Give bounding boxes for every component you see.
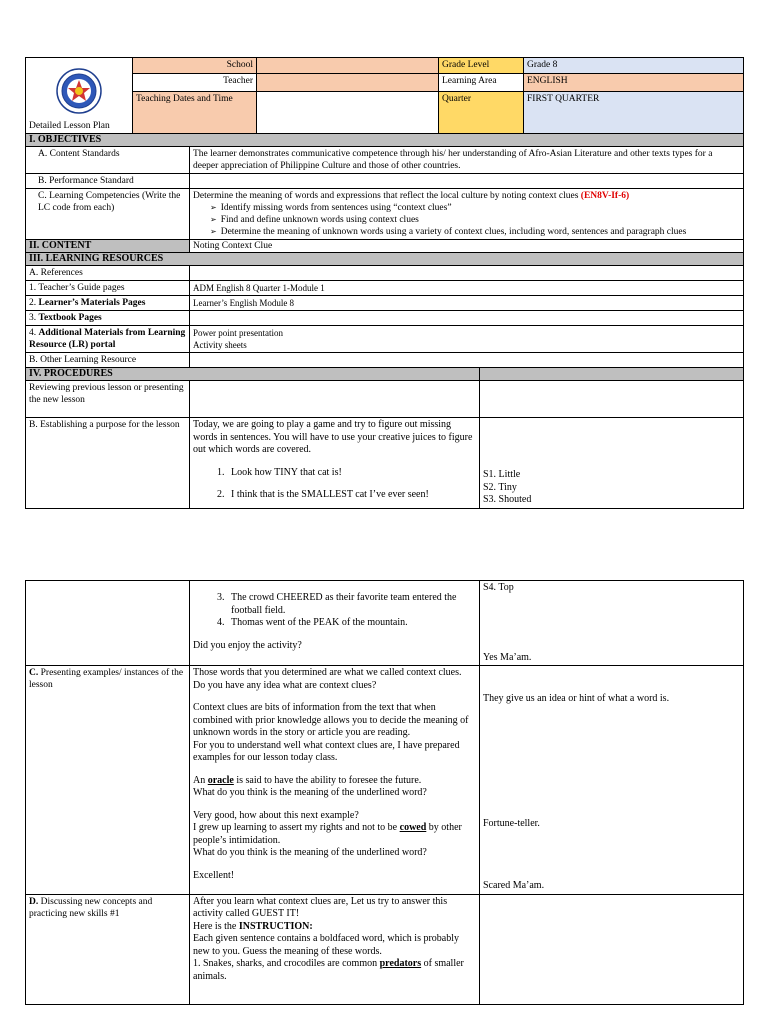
item-label: Discussing new concepts and practicing new skills #1 — [29, 896, 153, 919]
content-heading: II. CONTENT — [26, 240, 190, 253]
learning-area-value: ENGLISH — [524, 74, 744, 92]
question-1 — [193, 958, 476, 983]
item-number: 2. — [29, 298, 39, 308]
list-item: ➢ Identify missing words from sentences using “context clues” — [223, 202, 740, 214]
content-standards-text: The learner demonstrates communicative competence through his/ her understanding of Afro-Asian Literature and other texts types for a deeper appreciation of Philippine Culture and those of other countries. — [190, 147, 744, 174]
competency-bullets — [193, 202, 740, 238]
procedures-heading: IV. PROCEDURES — [26, 368, 480, 381]
purpose-intro: Today, we are going to play a game and try to figure out missing words in sentences. You will have to use your creative juices to figure out which words are covered. — [193, 419, 473, 455]
learning-competencies-label: C. Learning Competencies (Write the LC code from each) — [26, 189, 190, 240]
learners-materials-label — [26, 296, 190, 311]
answer: Fortune-teller. — [483, 817, 540, 829]
presenting-examples-label — [26, 666, 190, 895]
competency-text: Determine the meaning of words and expressions that reflect the local culture by noting context clues — [193, 191, 579, 201]
reviewing-lesson-label: Reviewing previous lesson or presenting the new lesson — [26, 381, 190, 418]
continued-teacher-cell — [190, 581, 480, 666]
competency-code: (EN8V-If-6) — [580, 191, 630, 201]
item-label: Learner’s Materials Pages — [38, 298, 146, 308]
additional-materials-value — [190, 326, 744, 353]
answer: S4. Top — [483, 582, 514, 593]
textbook-pages-label — [26, 311, 190, 326]
teacher-label: Teacher — [133, 74, 257, 92]
teaching-dates-field[interactable] — [257, 92, 439, 134]
item-number: 3. — [29, 313, 39, 323]
item-label: Presenting examples/ instances of the lesson — [29, 668, 184, 690]
text: of smaller animals. — [193, 958, 464, 982]
discussing-student-cell — [480, 894, 744, 1005]
item-label: Additional Materials from Learning Resource (LR) portal — [29, 328, 186, 350]
reviewing-lesson-student — [480, 381, 744, 418]
lesson-plan-page-1 — [25, 57, 743, 509]
list-item: 2. I think that is the SMALLEST cat I’ve ever seen! — [227, 489, 476, 502]
references-field — [190, 266, 744, 281]
procedures-table-continued — [25, 580, 744, 1005]
logo-cell — [26, 58, 133, 134]
continued-student-cell — [480, 581, 744, 666]
textbook-pages-field[interactable] — [190, 311, 744, 326]
text: I grew up learning to assert my rights and not to be — [193, 822, 400, 833]
purpose-items-2 — [193, 489, 476, 502]
purpose-items — [193, 467, 476, 480]
question: What do you think is the meaning of the underlined word? — [193, 847, 427, 858]
objectives-table — [25, 133, 744, 509]
underlined-word: cowed — [399, 822, 427, 833]
text: 1. Snakes, sharks, and crocodiles are common — [193, 958, 380, 969]
presenting-teacher-cell — [190, 666, 480, 895]
paragraph: Very good, how about this next example? — [193, 809, 359, 821]
answer: Yes Ma’am. — [483, 651, 532, 663]
lesson-plan-page-2 — [25, 580, 743, 1005]
paragraph: Each given sentence contains a boldfaced word, which is probably new to you. Guess the meaning of these words. — [193, 933, 460, 957]
learners-materials-value: Learner’s English Module 8 — [190, 296, 744, 311]
instruction-line — [193, 921, 476, 934]
content-value: Noting Context Clue — [190, 240, 744, 253]
answer: Scared Ma’am. — [483, 880, 545, 891]
example-2 — [193, 822, 476, 847]
school-field[interactable] — [257, 58, 439, 74]
list-item: Activity sheets — [193, 340, 247, 350]
purpose-student-cell — [480, 418, 744, 509]
underlined-word: oracle — [207, 774, 234, 786]
paragraph: Context clues are bits of information from the text that when combined with prior knowledge allows you to decide the meaning of unknown words in the story or article you are reading. — [193, 702, 469, 738]
content-standards-label: A. Content Standards — [26, 147, 190, 174]
list-item: Power point presentation — [193, 328, 283, 338]
quarter-label: Quarter — [439, 92, 524, 134]
list-item: ➢ Find and define unknown words using context clues — [223, 214, 740, 226]
additional-materials-label — [26, 326, 190, 353]
school-label: School — [133, 58, 257, 74]
purpose-label: B. Establishing a purpose for the lesson — [26, 418, 190, 509]
item-number: 4. — [29, 328, 39, 338]
learning-resources-heading: III. LEARNING RESOURCES — [26, 253, 744, 266]
learning-area-label: Learning Area — [439, 74, 524, 92]
item-letter: C. — [29, 668, 39, 678]
teaching-dates-label: Teaching Dates and Time — [133, 92, 257, 134]
reviewing-lesson-teacher — [190, 381, 480, 418]
quarter-value: FIRST QUARTER — [524, 92, 744, 134]
lesson-plan-table — [25, 57, 744, 134]
text: by other people’s intimidation. — [193, 822, 462, 846]
grade-level-label: Grade Level — [439, 58, 524, 74]
instruction-heading: INSTRUCTION: — [238, 920, 313, 932]
list-item: 4. Thomas went of the PEAK of the mountain. — [227, 617, 476, 630]
teachers-guide-label: 1. Teacher’s Guide pages — [26, 281, 190, 296]
paragraph: For you to understand well what context clues are, I have prepared examples for our lesson today class. — [193, 739, 460, 763]
deped-seal-icon — [56, 68, 102, 114]
paragraph: Do you have any idea what are context clues? — [193, 679, 377, 691]
references-label: A. References — [26, 266, 190, 281]
teachers-guide-value: ADM English 8 Quarter 1-Module 1 — [190, 281, 744, 296]
text: An — [193, 774, 208, 786]
discussing-teacher-cell — [190, 894, 480, 1005]
document-title: Detailed Lesson Plan — [29, 121, 110, 131]
list-item: 1. Look how TINY that cat is! — [227, 467, 476, 480]
procedures-heading-right — [480, 368, 744, 381]
list-item: 3. The crowd CHEERED as their favorite team entered the football field. — [227, 592, 476, 617]
list-item: ➢ Determine the meaning of unknown words using a variety of context clues, including word, sentences and paragraph clues — [223, 226, 740, 238]
purpose-teacher-cell — [190, 418, 480, 509]
answer: They give us an idea or hint of what a word is. — [483, 693, 670, 704]
text: Here is the — [193, 920, 239, 932]
paragraph: Those words that you determined are what we called context clues. — [193, 667, 462, 678]
question: What do you think is the meaning of the underlined word? — [193, 787, 427, 798]
enjoy-question: Did you enjoy the activity? — [193, 639, 302, 651]
other-resource-label: B. Other Learning Resource — [26, 353, 190, 368]
discussing-concepts-label — [26, 894, 190, 1005]
item-label: Textbook Pages — [38, 313, 102, 323]
answer: S2. Tiny — [483, 481, 517, 493]
answer: S1. Little — [483, 469, 521, 480]
paragraph: Excellent! — [193, 869, 235, 881]
item-letter: D. — [29, 896, 39, 907]
presenting-student-cell — [480, 666, 744, 895]
example-1 — [193, 775, 476, 788]
answer: S3. Shouted — [483, 494, 532, 505]
performance-standard-label: B. Performance Standard — [26, 174, 190, 189]
continued-items — [193, 592, 476, 630]
other-resource-field[interactable] — [190, 353, 744, 368]
performance-standard-field[interactable] — [190, 174, 744, 189]
paragraph: After you learn what context clues are, Let us try to answer this activity called GUEST IT! — [193, 895, 448, 919]
underlined-word: predators — [379, 958, 422, 969]
objectives-heading: I. OBJECTIVES — [26, 134, 744, 147]
continued-label — [26, 581, 190, 666]
text: is said to have the ability to foresee the future. — [233, 774, 422, 786]
teacher-field[interactable] — [257, 74, 439, 92]
learning-competencies-cell — [190, 189, 744, 240]
grade-level-value: Grade 8 — [524, 58, 744, 74]
